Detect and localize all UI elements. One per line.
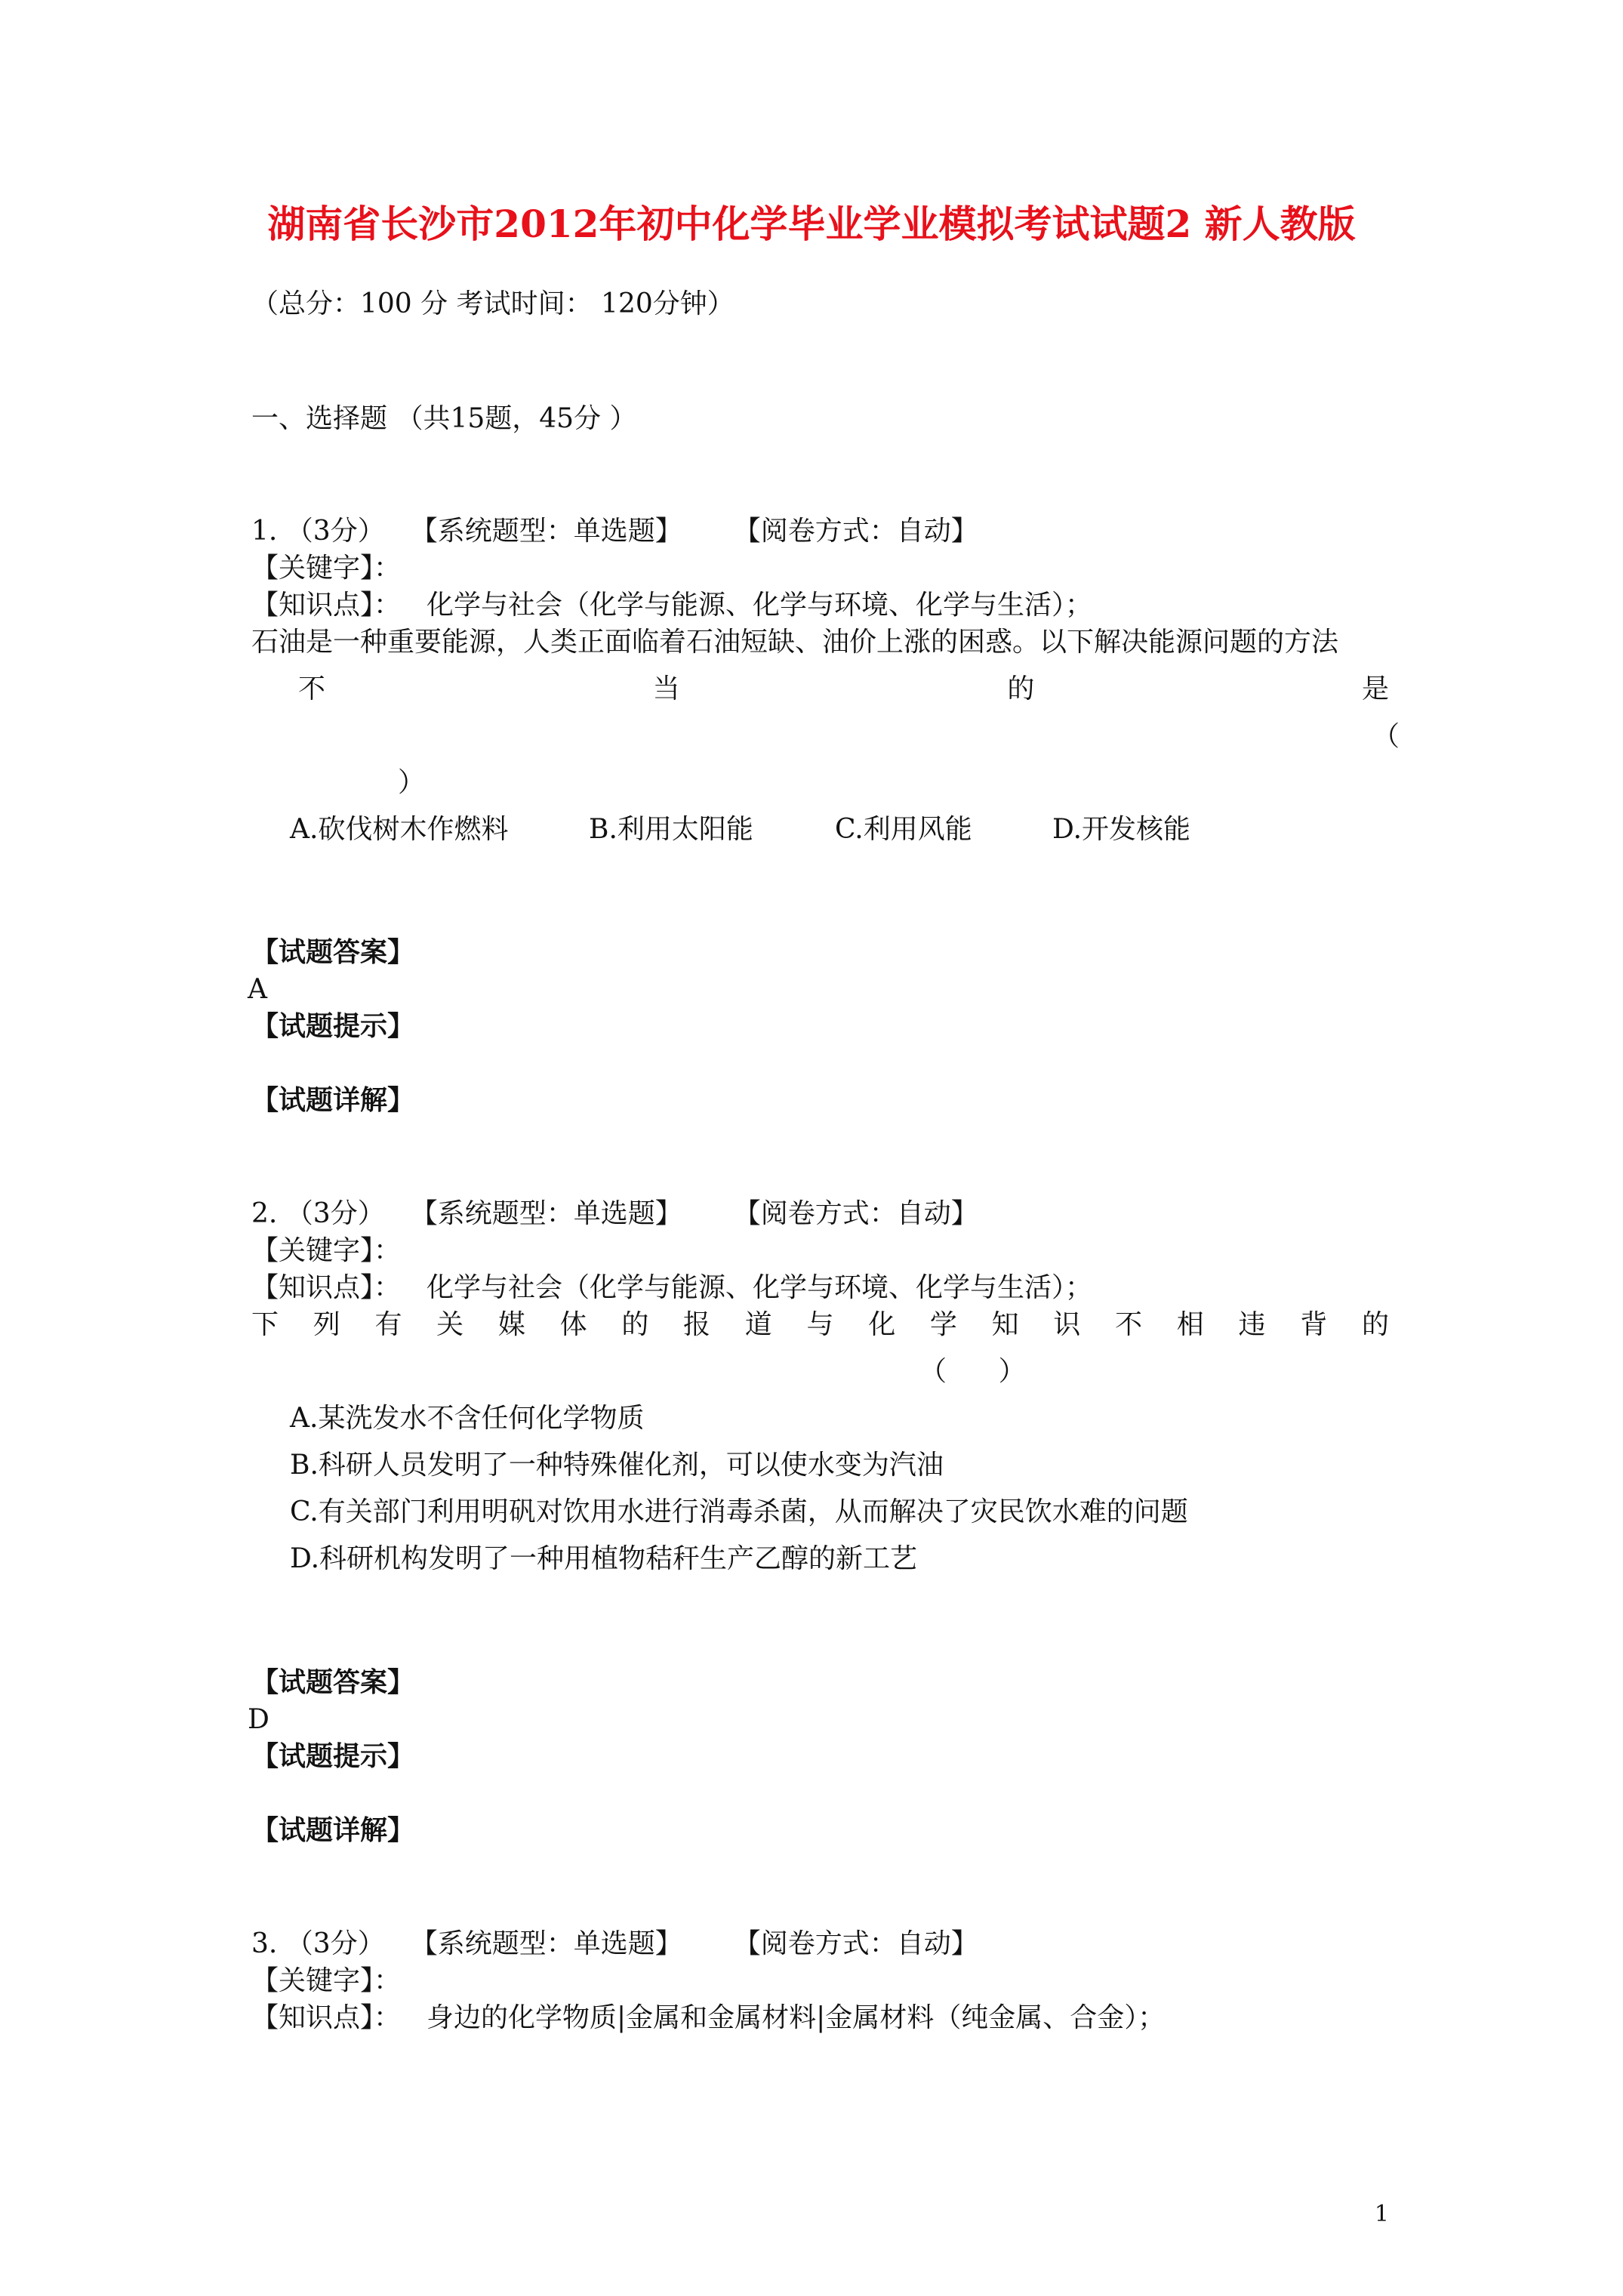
stem-char: 学 xyxy=(929,1309,957,1340)
stem-char: 识 xyxy=(1053,1309,1081,1340)
question-1-header xyxy=(251,518,978,545)
keyword-label: 【关键字】： xyxy=(251,1235,402,1266)
system-type-label: 【系统题型：单选题】 xyxy=(410,1928,682,1959)
answer-label: 【试题答案】 xyxy=(251,936,415,968)
review-mode-label: 【阅卷方式：自动】 xyxy=(733,1928,978,1959)
stem-char: 违 xyxy=(1238,1309,1266,1340)
review-mode-label: 【阅卷方式：自动】 xyxy=(733,516,978,547)
knowledge-label: 【知识点】： xyxy=(251,1272,402,1303)
system-type-label: 【系统题型：单选题】 xyxy=(410,1198,682,1229)
question-stem-spread xyxy=(251,1311,1389,1339)
knowledge-label: 【知识点】： xyxy=(251,590,402,621)
knowledge-text: 化学与社会（化学与能源、化学与环境、化学与生活）； xyxy=(427,1272,1093,1303)
stem-char: 与 xyxy=(806,1309,834,1340)
exam-info: （总分：100 分 考试时间： 120分钟） xyxy=(251,288,735,319)
stem-char: 体 xyxy=(559,1309,587,1340)
knowledge-line xyxy=(251,592,1092,619)
detail-label: 【试题详解】 xyxy=(251,1814,415,1846)
stem-char: 有 xyxy=(374,1309,402,1340)
knowledge-text: 化学与社会（化学与能源、化学与环境、化学与生活）； xyxy=(427,590,1093,621)
stem-char: 报 xyxy=(683,1309,711,1340)
stem-char: 当 xyxy=(652,673,680,704)
option-c: C.利用风能 xyxy=(835,814,972,845)
stem-char: 列 xyxy=(313,1309,340,1340)
question-2-header xyxy=(251,1200,978,1228)
stem-char: 的 xyxy=(1361,1309,1389,1340)
option-a: A.某洗发水不含任何化学物质 xyxy=(290,1403,645,1434)
question-number: 1. （3分） xyxy=(251,516,385,547)
stem-char: 相 xyxy=(1176,1309,1204,1340)
option-c: C.有关部门利用明矾对饮用水进行消毒杀菌，从而解决了灾民饮水难的问题 xyxy=(290,1496,1188,1527)
option-b: B.科研人员发明了一种特殊催化剂，可以使水变为汽油 xyxy=(290,1450,944,1481)
stem-char: 不 xyxy=(1115,1309,1143,1340)
stem-char: 下 xyxy=(251,1309,279,1340)
page-number: 1 xyxy=(1374,2201,1389,2227)
stem-char: 媒 xyxy=(497,1309,525,1340)
question-stem: 石油是一种重要能源，人类正面临着石油短缺、油价上涨的困惑。以下解决能源问题的方法 xyxy=(251,627,1339,658)
knowledge-line xyxy=(251,1274,1092,1302)
knowledge-text: 身边的化学物质|金属和金属材料|金属材料（纯金属、合金）； xyxy=(427,2002,1166,2033)
stem-char: 知 xyxy=(991,1309,1019,1340)
stem-char: 背 xyxy=(1300,1309,1328,1340)
stem-char: 化 xyxy=(868,1309,896,1340)
hint-label: 【试题提示】 xyxy=(251,1010,415,1042)
stem-char: 道 xyxy=(744,1309,772,1340)
stem-char: 的 xyxy=(1007,673,1035,704)
stem-char: 的 xyxy=(621,1309,649,1340)
stem-char: 是 xyxy=(1361,673,1389,704)
answer-value: D xyxy=(248,1704,269,1735)
question-number: 3. （3分） xyxy=(251,1928,385,1959)
question-3-header xyxy=(251,1928,978,1959)
system-type-label: 【系统题型：单选题】 xyxy=(410,516,682,547)
section-heading: 一、选择题 （共15题，45分 ） xyxy=(251,403,637,434)
hint-label: 【试题提示】 xyxy=(251,1740,415,1772)
option-d: D.开发核能 xyxy=(1052,814,1191,845)
answer-paren-open: （ xyxy=(1372,721,1400,752)
document-title: 湖南省长沙市2012年初中化学毕业学业模拟考试试题2 新人教版 xyxy=(267,202,1356,246)
option-b: B.利用太阳能 xyxy=(589,814,753,845)
answer-paren: （ ） xyxy=(919,1356,1026,1387)
stem-char: 关 xyxy=(436,1309,464,1340)
review-mode-label: 【阅卷方式：自动】 xyxy=(733,1198,978,1229)
answer-label: 【试题答案】 xyxy=(251,1666,415,1698)
question-number: 2. （3分） xyxy=(251,1198,385,1229)
detail-label: 【试题详解】 xyxy=(251,1084,415,1116)
knowledge-line xyxy=(251,2002,1166,2033)
stem-char: 不 xyxy=(298,673,326,704)
answer-paren-close: ） xyxy=(398,767,426,798)
keyword-label: 【关键字】： xyxy=(251,1965,402,1996)
option-a: A.砍伐树木作燃料 xyxy=(290,814,509,845)
knowledge-label: 【知识点】： xyxy=(251,2002,402,2033)
keyword-label: 【关键字】： xyxy=(251,553,402,584)
question-stem-spread xyxy=(251,673,1389,704)
option-d: D.科研机构发明了一种用植物秸秆生产乙醇的新工艺 xyxy=(290,1543,918,1574)
answer-value: A xyxy=(248,974,267,1005)
